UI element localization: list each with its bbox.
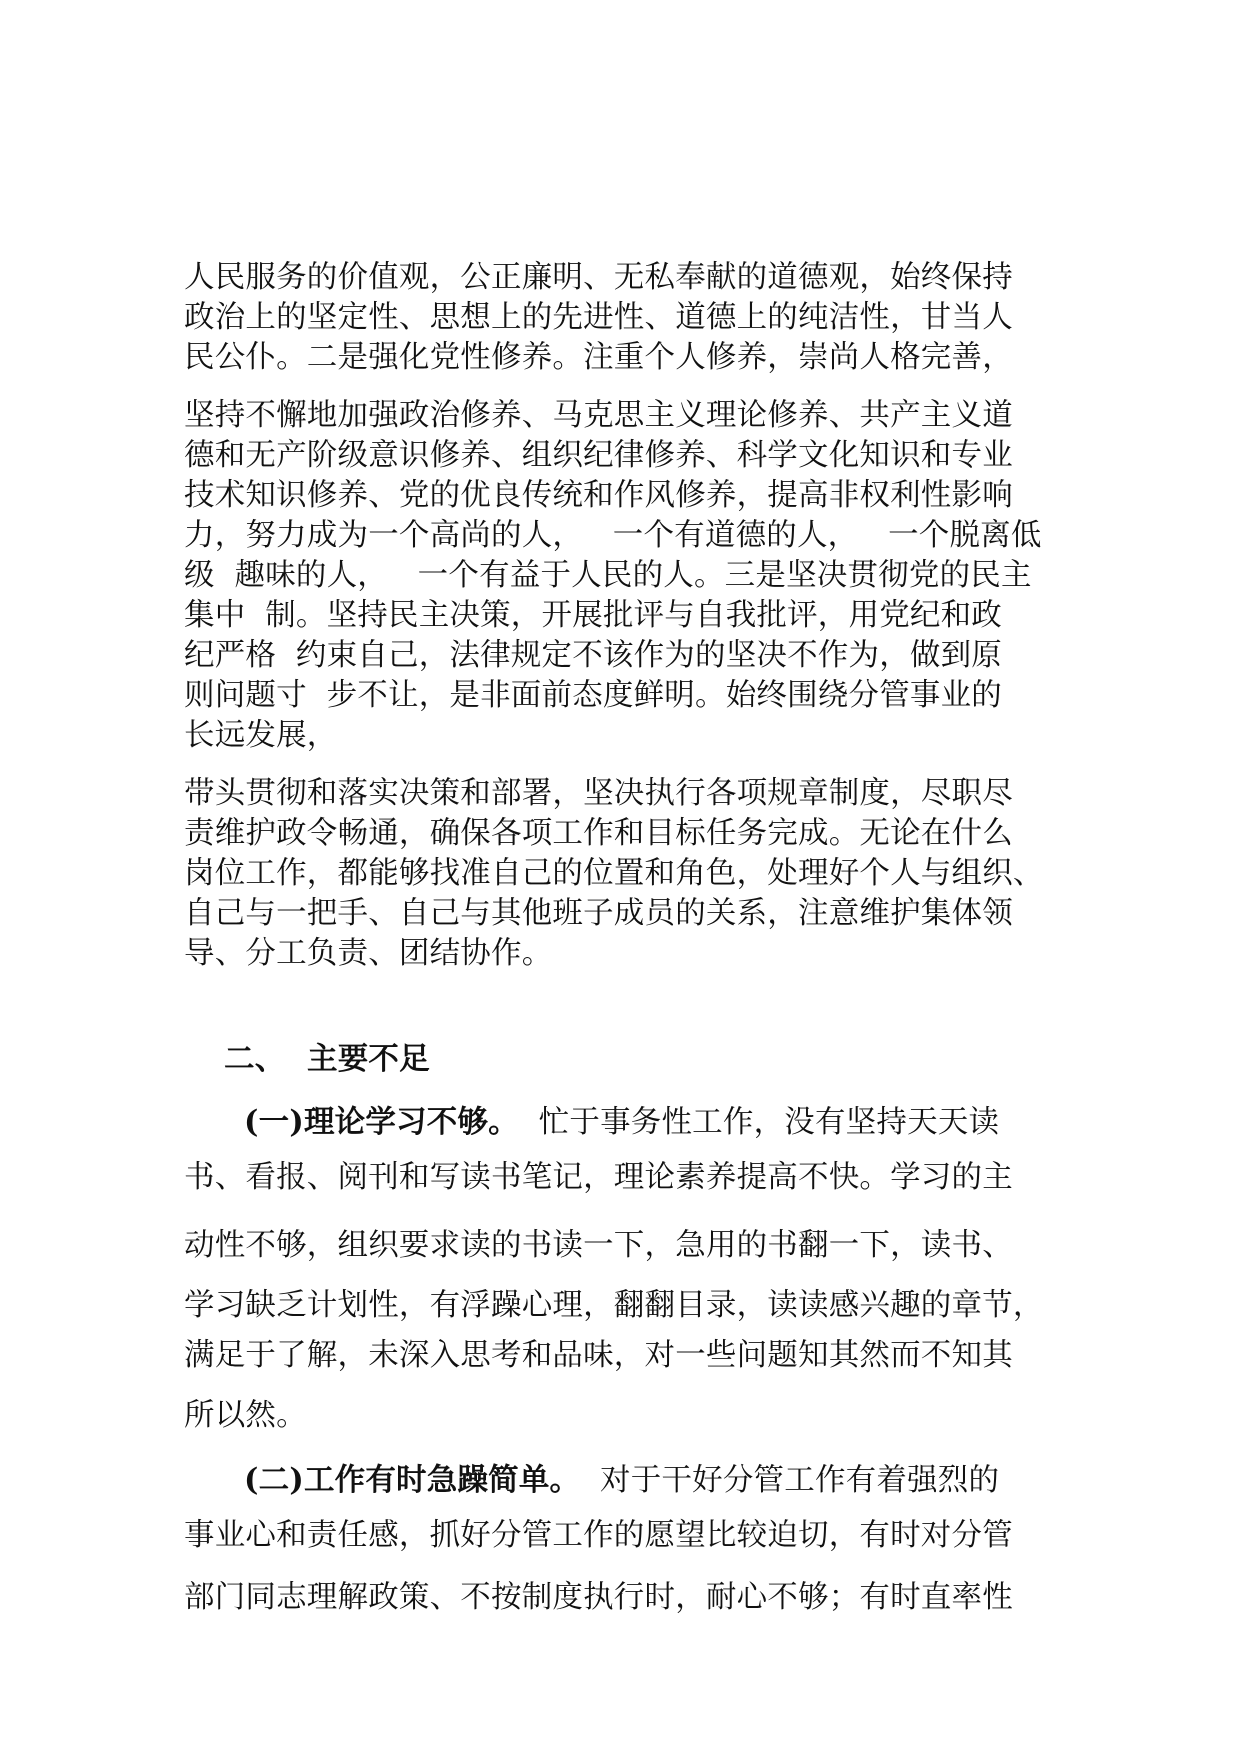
paragraph-line: 级 趣味的人， 一个有益于人民的人。三是坚决贯彻党的民主 xyxy=(184,558,1032,593)
paragraph-line: 则问题寸 步不让，是非面前态度鲜明。始终围绕分管事业的 xyxy=(184,678,1002,713)
item-title: (一)理论学习不够。 xyxy=(244,1104,519,1140)
paragraph-line: 德和无产阶级意识修养、组织纪律修养、科学文化知识和专业 xyxy=(184,438,1013,473)
paragraph-line: 坚持不懈地加强政治修养、马克思主义理论修养、共产主义道 xyxy=(184,398,1013,433)
paragraph-line: 满足于了解，未深入思考和品味，对一些问题知其然而不知其 xyxy=(184,1338,1013,1373)
item-first-line-rest: 忙于事务性工作，没有坚持天天读 xyxy=(518,1105,1000,1140)
paragraph-line: 自己与一把手、自己与其他班子成员的关系，注意维护集体领 xyxy=(184,896,1013,931)
paragraph-line: 岗位工作，都能够找准自己的位置和角色，处理好个人与组织、 xyxy=(184,856,1044,891)
paragraph-line: 技术知识修养、党的优良传统和作风修养，提高非权利性影响 xyxy=(184,478,1013,513)
paragraph-line: 集中 制。坚持民主决策，开展批评与自我批评，用党纪和政 xyxy=(184,598,1002,633)
paragraph-line: 动性不够，组织要求读的书读一下，急用的书翻一下，读书、 xyxy=(184,1228,1013,1263)
section-heading: 二、 主要不足 xyxy=(224,1042,430,1077)
item-first-line xyxy=(244,1102,999,1143)
paragraph-line: 带头贯彻和落实决策和部署，坚决执行各项规章制度，尽职尽 xyxy=(184,776,1013,811)
paragraph-line: 纪严格 约束自己，法律规定不该作为的坚决不作为，做到原 xyxy=(184,638,1002,673)
paragraph-line: 长远发展， xyxy=(184,718,338,753)
paragraph-line: 民公仆。二是强化党性修养。注重个人修养，崇尚人格完善， xyxy=(184,340,1013,375)
paragraph-line: 所以然。 xyxy=(184,1398,307,1433)
item-first-line xyxy=(244,1460,999,1501)
paragraph-line: 人民服务的价值观，公正廉明、无私奉献的道德观，始终保持 xyxy=(184,260,1013,295)
paragraph-line: 导、分工负责、团结协作。 xyxy=(184,936,553,971)
paragraph-line: 书、看报、阅刊和写读书笔记，理论素养提高不快。学习的主 xyxy=(184,1160,1013,1195)
paragraph-line: 力，努力成为一个高尚的人， 一个有道德的人， 一个脱离低 xyxy=(184,518,1042,553)
paragraph-line: 部门同志理解政策、不按制度执行时，耐心不够；有时直率性 xyxy=(184,1580,1013,1615)
paragraph-line: 政治上的坚定性、思想上的先进性、道德上的纯洁性，甘当人 xyxy=(184,300,1013,335)
paragraph-line: 责维护政令畅通，确保各项工作和目标任务完成。无论在什么 xyxy=(184,816,1013,851)
paragraph-line: 事业心和责任感，抓好分管工作的愿望比较迫切，有时对分管 xyxy=(184,1518,1013,1553)
paragraph-line: 学习缺乏计划性，有浮躁心理，翻翻目录，读读感兴趣的章节， xyxy=(184,1288,1044,1323)
item-title: (二)工作有时急躁简单。 xyxy=(244,1462,581,1498)
item-first-line-rest: 对于干好分管工作有着强烈的 xyxy=(580,1463,1000,1498)
